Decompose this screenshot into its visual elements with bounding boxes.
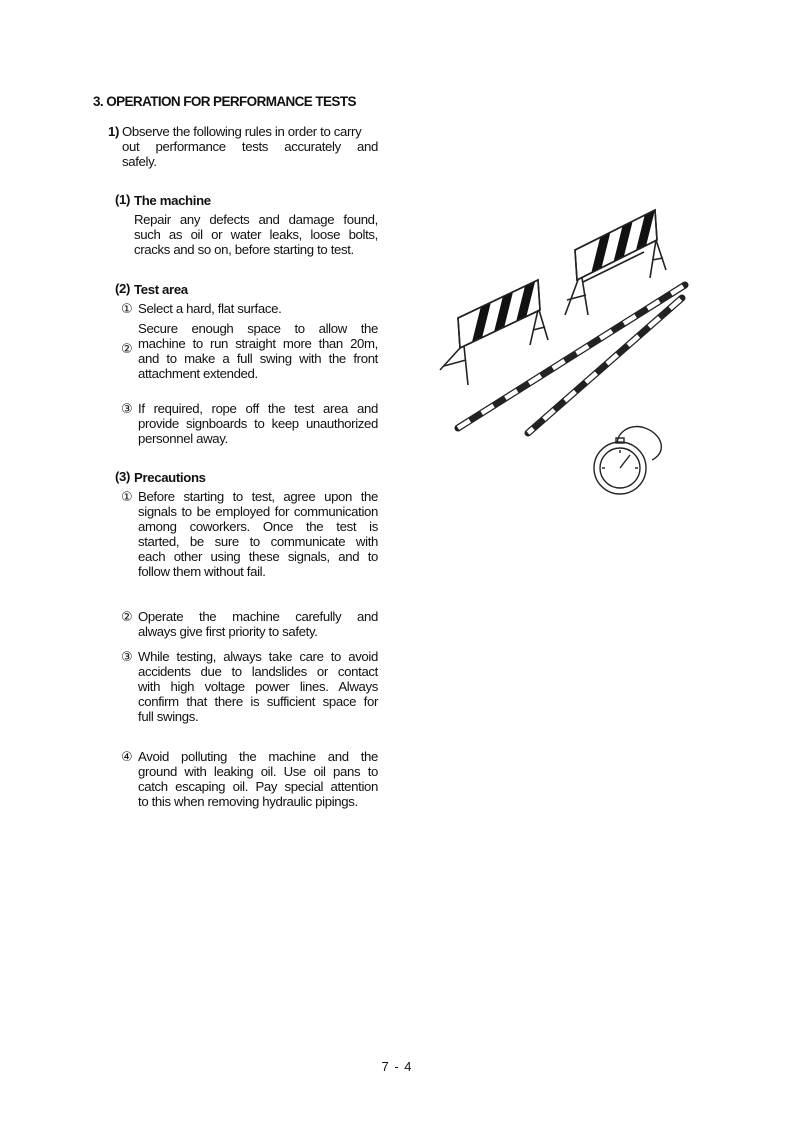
barricade-front <box>440 278 548 385</box>
subsection-number: (3) <box>115 469 131 484</box>
text-line: Repair any defects and damage found, <box>134 212 378 227</box>
text-line: Operate the machine carefully and <box>138 609 378 624</box>
subsection-heading: Test area <box>134 282 188 297</box>
text-line: with high voltage power lines. Always <box>138 679 378 694</box>
list-marker: ③ <box>121 649 133 664</box>
text-line: catch escaping oil. Pay special attention <box>138 779 378 794</box>
list-item <box>138 609 378 639</box>
text-line: Before starting to test, agree upon the <box>138 489 378 504</box>
text-line: started, be sure to communicate with <box>138 534 378 549</box>
test-equipment-illustration <box>430 190 710 510</box>
text-line: among coworkers. Once the test is <box>138 519 378 534</box>
text-line: attachment extended. <box>138 366 258 381</box>
page-number: 7 - 4 <box>381 1059 413 1074</box>
machine-paragraph <box>134 212 378 257</box>
text-line: and to make a full swing with the front <box>138 351 378 366</box>
stopwatch-icon <box>594 427 661 494</box>
text-line: ground with leaking oil. Use oil pans to <box>138 764 378 779</box>
list-marker: ② <box>121 341 133 356</box>
intro-paragraph <box>122 124 378 169</box>
text-line: to this when removing hydraulic pipings. <box>138 794 358 809</box>
text-line: follow them without fail. <box>138 564 266 579</box>
text-line: safely. <box>122 154 157 169</box>
list-item <box>138 649 378 724</box>
list-item <box>138 749 378 809</box>
text-line: Observe the following rules in order to carry <box>122 124 362 139</box>
text-line: personnel away. <box>138 431 228 446</box>
list-item <box>138 321 378 381</box>
list-marker: ④ <box>121 749 133 764</box>
list-marker: ② <box>121 609 133 624</box>
list-marker: ① <box>121 301 133 316</box>
list-item <box>138 301 378 316</box>
barricade-back <box>565 206 666 315</box>
text-line: out performance tests accurately and <box>122 139 378 154</box>
text-line: If required, rope off the test area and <box>138 401 378 416</box>
text-line: cracks and so on, before starting to test. <box>134 242 354 257</box>
list-marker: ① <box>121 489 133 504</box>
text-line: full swings. <box>138 709 199 724</box>
text-line: Select a hard, flat surface. <box>138 301 282 316</box>
item-number: 1) <box>108 124 120 139</box>
subsection-heading: Precautions <box>134 470 206 485</box>
text-line: always give first priority to safety. <box>138 624 318 639</box>
text-line: machine to run straight more than 20m, <box>138 336 378 351</box>
list-item <box>138 401 378 446</box>
text-line: each other using these signals, and to <box>138 549 378 564</box>
subsection-heading: The machine <box>134 193 211 208</box>
subsection-number: (1) <box>115 192 131 207</box>
section-title: 3. OPERATION FOR PERFORMANCE TESTS <box>93 94 356 109</box>
text-line: While testing, always take care to avoid <box>138 649 378 664</box>
text-line: Secure enough space to allow the <box>138 321 378 336</box>
text-line: confirm that there is sufficient space for <box>138 694 378 709</box>
text-line: accidents due to landslides or contact <box>138 664 378 679</box>
subsection-number: (2) <box>115 281 131 296</box>
text-line: signals to be employed for communication <box>138 504 378 519</box>
text-line: Avoid polluting the machine and the <box>138 749 378 764</box>
list-marker: ③ <box>121 401 133 416</box>
list-item <box>138 489 378 579</box>
text-line: provide signboards to keep unauthorized <box>138 416 378 431</box>
text-line: such as oil or water leaks, loose bolts, <box>134 227 378 242</box>
